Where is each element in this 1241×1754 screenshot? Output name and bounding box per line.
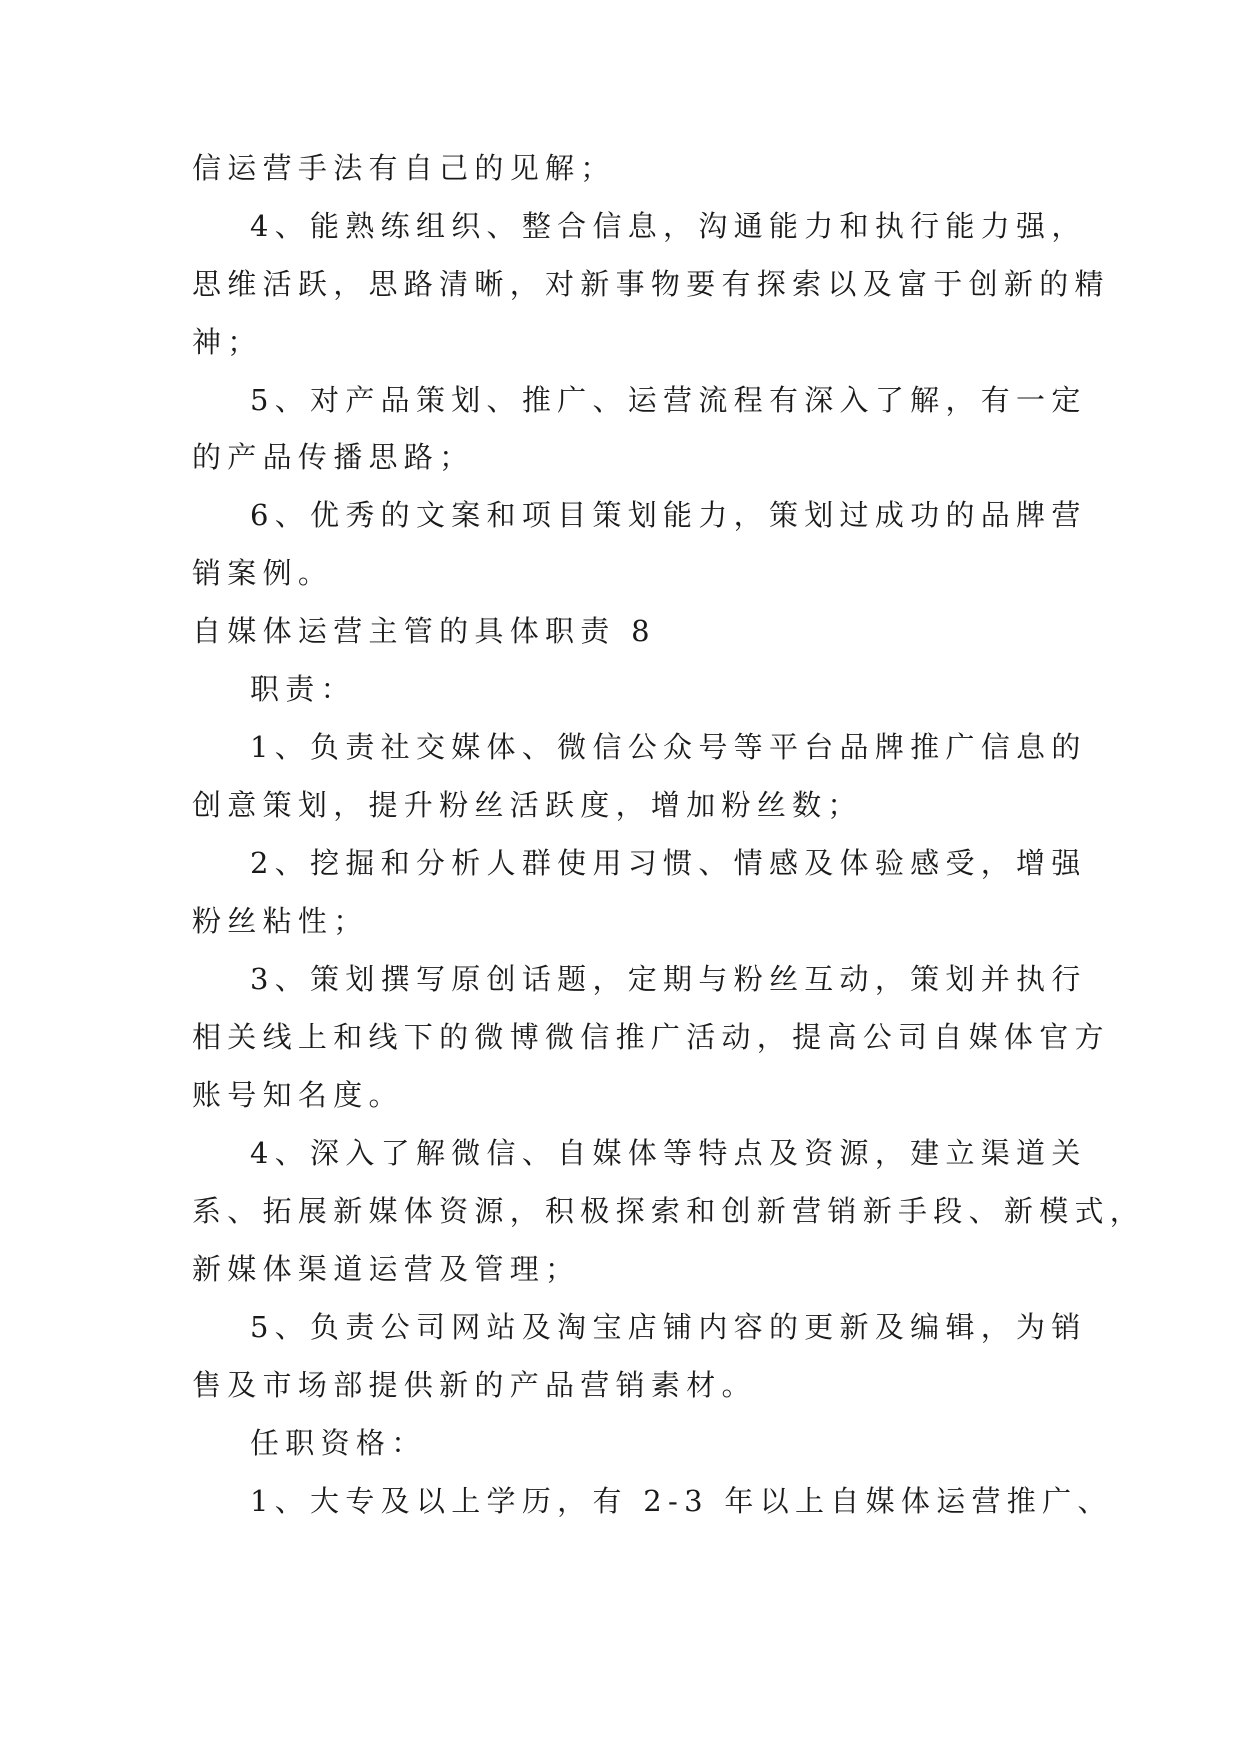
text-line: 1、大专及以上学历，有 2-3 年以上自媒体运营推广、 [250, 1484, 1113, 1518]
text-line: 创意策划，提升粉丝活跃度，增加粉丝数； [192, 788, 863, 822]
text-line: 账号知名度。 [192, 1078, 404, 1112]
text-line: 6、优秀的文案和项目策划能力，策划过成功的品牌营 [250, 498, 1087, 532]
text-line: 4、深入了解微信、自媒体等特点及资源，建立渠道关 [250, 1136, 1087, 1170]
text-line: 神； [192, 325, 263, 359]
text-line: 2、挖掘和分析人群使用习惯、情感及体验感受，增强 [250, 846, 1087, 880]
text-line: 3、策划撰写原创话题，定期与粉丝互动，策划并执行 [250, 962, 1087, 996]
text-line: 售及市场部提供新的产品营销素材。 [192, 1368, 757, 1402]
text-line: 相关线上和线下的微博微信推广活动，提高公司自媒体官方 [192, 1020, 1110, 1054]
text-line: 1、负责社交媒体、微信公众号等平台品牌推广信息的 [250, 730, 1087, 764]
text-line: 任职资格： [250, 1426, 427, 1460]
text-line: 的产品传播思路； [192, 440, 475, 474]
text-line: 思维活跃，思路清晰，对新事物要有探索以及富于创新的精 [192, 267, 1110, 301]
section-heading: 自媒体运营主管的具体职责 8 [192, 614, 656, 648]
text-line: 粉丝粘性； [192, 904, 369, 938]
text-line: 系、拓展新媒体资源，积极探索和创新营销新手段、新模式， [192, 1194, 1146, 1228]
text-line: 销案例。 [192, 556, 334, 590]
text-line: 4、能熟练组织、整合信息，沟通能力和执行能力强， [250, 209, 1087, 243]
text-line: 职责： [250, 672, 356, 706]
text-line: 信运营手法有自己的见解； [192, 151, 616, 185]
text-line: 新媒体渠道运营及管理； [192, 1252, 581, 1286]
text-line: 5、对产品策划、推广、运营流程有深入了解，有一定 [250, 383, 1087, 417]
text-line: 5、负责公司网站及淘宝店铺内容的更新及编辑，为销 [250, 1310, 1087, 1344]
